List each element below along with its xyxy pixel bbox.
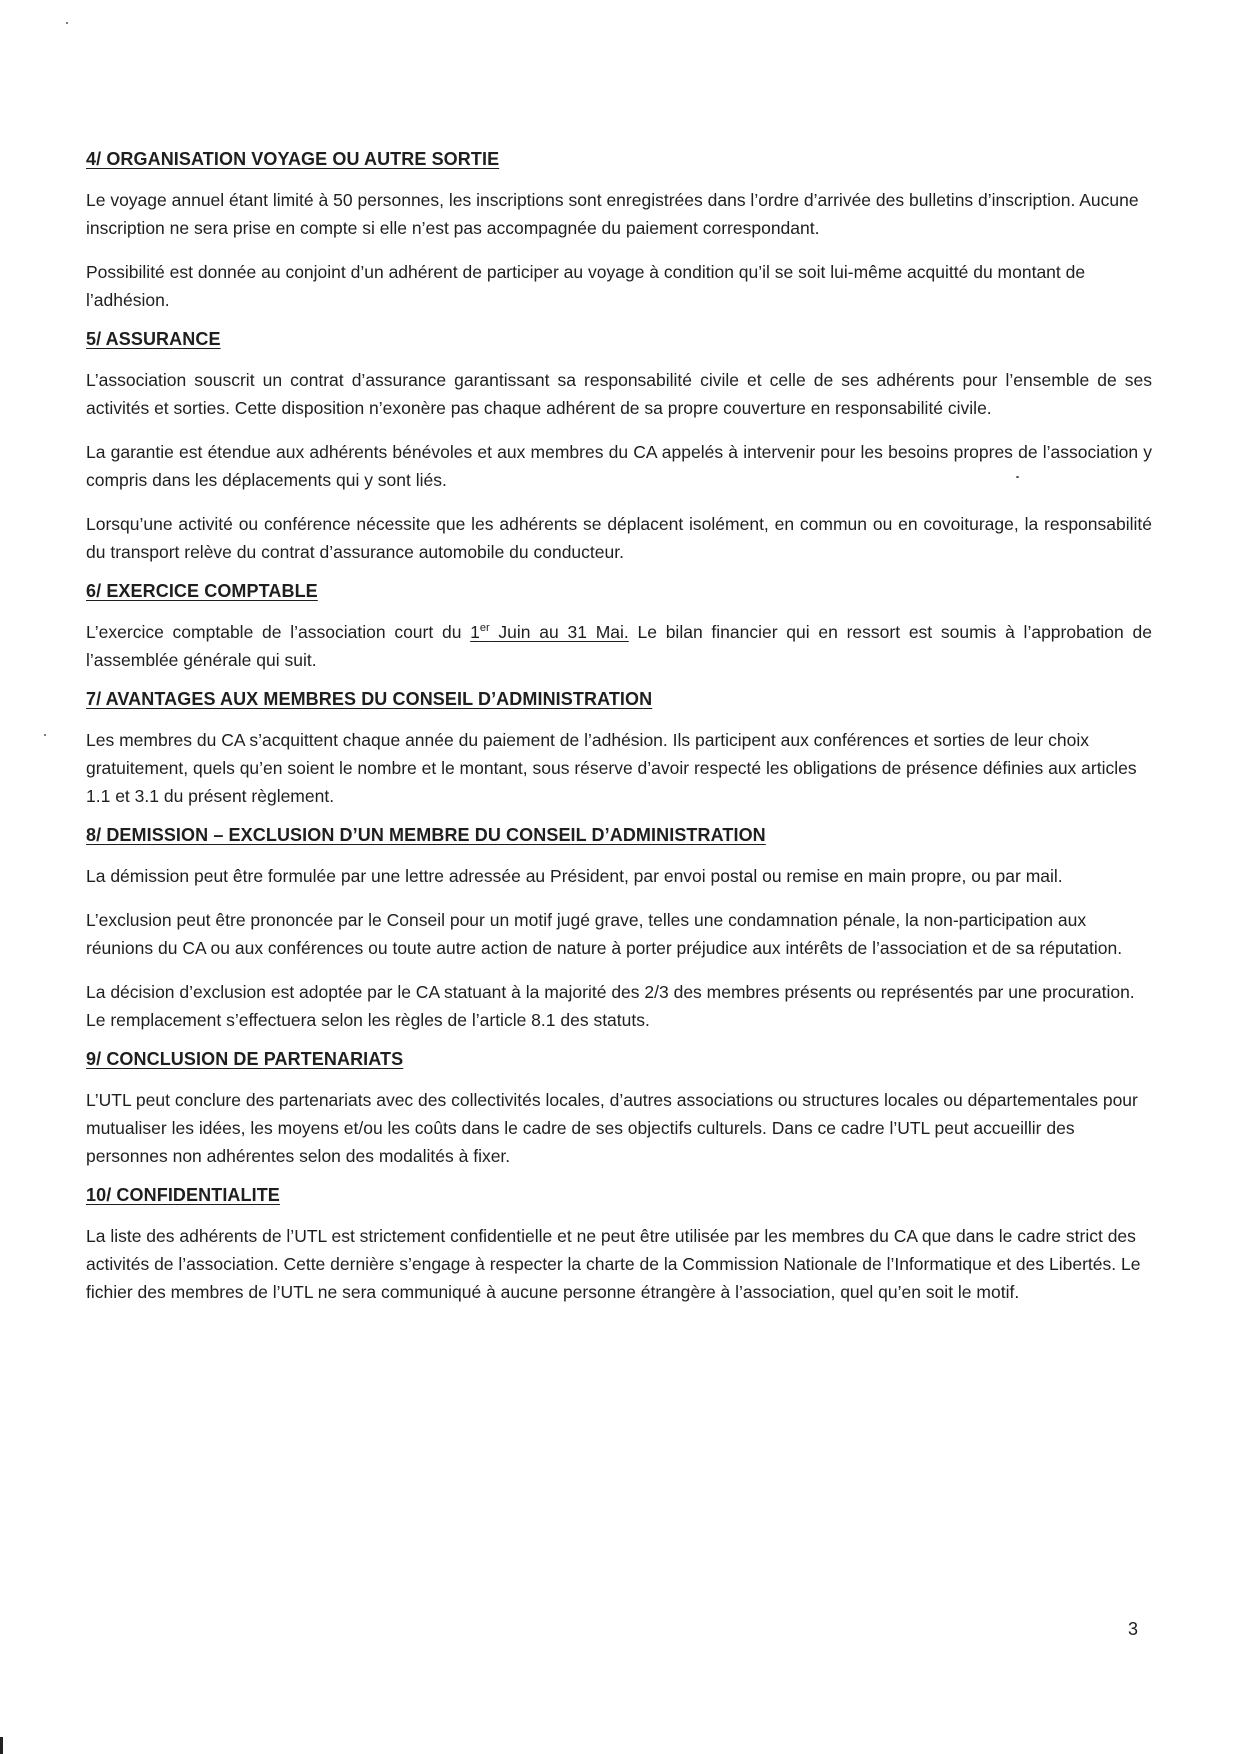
paragraph: La garantie est étendue aux adhérents bénévoles et aux membres du CA appelés à intervenir pour les besoins propres de l’association y compris dans les déplacements qui y sont liés. (86, 442, 1152, 490)
section-heading: 8/ DEMISSION – EXCLUSION D’UN MEMBRE DU CONSEIL D’ADMINISTRATION (86, 825, 766, 845)
scan-speck (44, 734, 46, 736)
section-heading: 5/ ASSURANCE (86, 329, 221, 349)
section-organisation-voyage (86, 148, 1152, 314)
fiscal-period-dates (470, 622, 629, 642)
paragraph-text: L’exercice comptable de l’association court du (86, 622, 471, 642)
section-demission-exclusion (86, 824, 1152, 1034)
paragraph: L’exclusion peut être prononcée par le Conseil pour un motif jugé grave, telles une condamnation pénale, la non-participation aux réunions du CA ou aux conférences ou toute autre action de nature à porter préjudice aux intérêts de l’association et de sa réputation. (86, 910, 1123, 958)
section-avantages-membres (86, 688, 1152, 810)
scan-edge-mark (0, 1737, 3, 1754)
paragraph: La démission peut être formulée par une lettre adressée au Président, par envoi postal ou remise en main propre, ou par mail. (86, 866, 1063, 886)
paragraph: L’association souscrit un contrat d’assurance garantissant sa responsabilité civile et celle de ses adhérents pour l’ensemble de ses activités et sorties. Cette disposition n’exonère pas chaque adhérent de sa propre couverture en responsabilité civile. (86, 370, 1152, 418)
section-heading: 4/ ORGANISATION VOYAGE OU AUTRE SORTIE (86, 149, 500, 169)
section-heading: 10/ CONFIDENTIALITE (86, 1185, 280, 1205)
paragraph: La liste des adhérents de l’UTL est strictement confidentielle et ne peut être utilisée par les membres du CA que dans le cadre strict des activités de l’association. Cette dernière s’engage à respecter la charte de la Commission Nationale de l’Informatique et des Libertés. Le fichier des membres de l’UTL ne sera communiqué à aucune personne étrangère à l’association, quel qu’en soit le motif. (86, 1226, 1141, 1302)
paragraph (86, 618, 1152, 674)
paragraph: La décision d’exclusion est adoptée par le CA statuant à la majorité des 2/3 des membres présents ou représentés par une procuration. Le remplacement s’effectuera selon les règles de l’article 8.1 des statuts. (86, 982, 1135, 1030)
page-number: 3 (1128, 1619, 1139, 1639)
section-confidentialite (86, 1184, 1152, 1306)
section-heading: 6/ EXERCICE COMPTABLE (86, 581, 318, 601)
scan-speck (1016, 476, 1019, 478)
date-rest: Juin au 31 Mai. (489, 622, 629, 642)
section-exercice-comptable (86, 580, 1152, 674)
paragraph: L’UTL peut conclure des partenariats avec des collectivités locales, d’autres associations ou structures locales ou départementales pour mutualiser les idées, les moyens et/ou les coûts dans le cadre de ses objectifs culturels. Dans ce cadre l’UTL peut accueillir des personnes non adhérentes selon des modalités à fixer. (86, 1090, 1138, 1166)
paragraph: Possibilité est donnée au conjoint d’un adhérent de participer au voyage à condition qu’il se soit lui-même acquitté du montant de l’adhésion. (86, 262, 1086, 310)
date-day: 1 (470, 622, 480, 642)
document-body (86, 148, 1152, 1320)
paragraph: Les membres du CA s’acquittent chaque année du paiement de l’adhésion. Ils participent aux conférences et sorties de leur choix gratuitement, quels qu’en soient le nombre et le montant, sous réserve d’avoir respecté les obligations de présence définies aux articles 1.1 et 3.1 du présent règlement. (86, 730, 1137, 806)
section-heading: 7/ AVANTAGES AUX MEMBRES DU CONSEIL D’ADMINISTRATION (86, 689, 653, 709)
paragraph-text: Le bilan financier qui en ressort est soumis à l’approbation de l’assemblée générale qui suit. (86, 622, 1152, 670)
scan-speck (66, 22, 68, 24)
paragraph: Le voyage annuel étant limité à 50 personnes, les inscriptions sont enregistrées dans l’ordre d’arrivée des bulletins d’inscription. Aucune inscription ne sera prise en compte si elle n’est pas accompagnée du paiement correspondant. (86, 190, 1139, 238)
section-assurance (86, 328, 1152, 566)
paragraph: Lorsqu’une activité ou conférence nécessite que les adhérents se déplacent isolément, en commun ou en covoiturage, la responsabilité du transport relève du contrat d’assurance automobile du conducteur. (86, 514, 1152, 562)
section-heading: 9/ CONCLUSION DE PARTENARIATS (86, 1049, 404, 1069)
date-ordinal-suffix: er (479, 622, 490, 635)
section-partenariats (86, 1048, 1152, 1170)
